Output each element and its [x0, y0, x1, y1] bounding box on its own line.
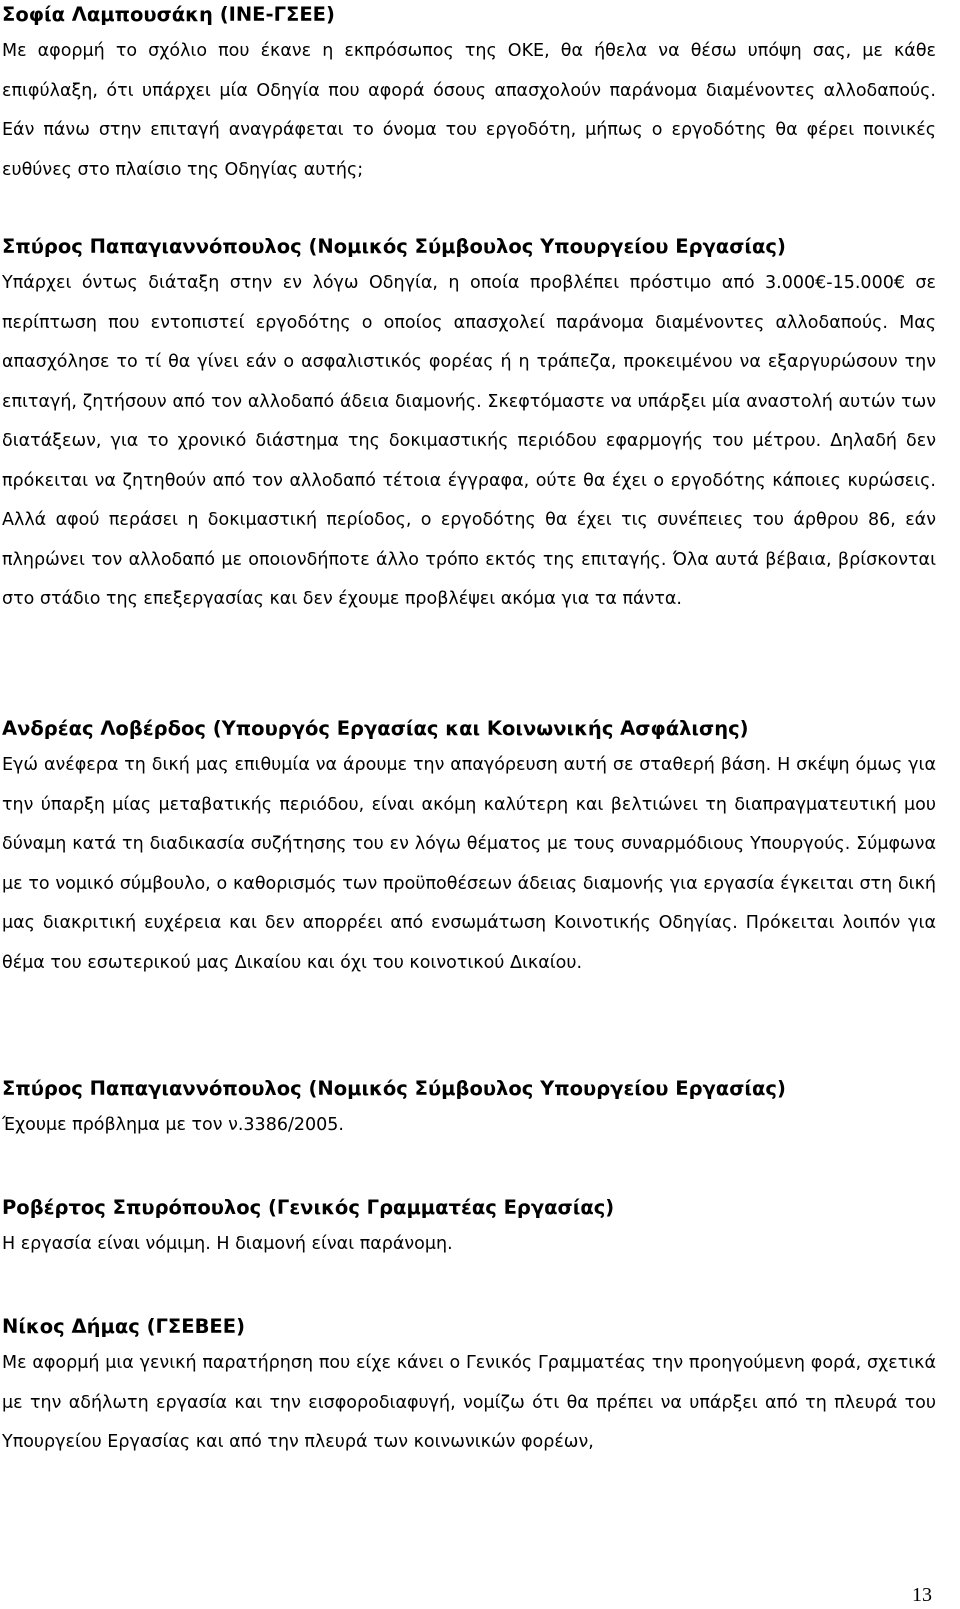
- statement-dimas: [2, 1312, 936, 1463]
- speaker-name: Σπύρος Παπαγιαννόπουλος (Νομικός Σύμβουλος Υπουργείου Εργασίας): [2, 1077, 786, 1100]
- statement-loverdos: [2, 714, 936, 983]
- statement-text: Εγώ ανέφερα τη δική μας επιθυμία να άρουμε την απαγόρευση αυτή σε σταθερή βάση. Η σκέψη όμως για την ύπαρξη μίας μεταβατικής περιόδου, είναι ακόμη καλύτερη και βελτιώνει τη διαπραγματευτική μου δύναμη κατά τη διαδικασία συζήτησης του εν λόγω θέματος με τους συναρμόδιους Υπουργούς. Σύμφωνα με το νομικό σύμβουλο, ο καθορισμός των προϋποθέσεων άδειας διαμονής για εργασία έγκειται στη δική μας διακριτική ευχέρεια και δεν απορρέει από ενσωμάτωση Κοινοτικής Οδηγίας. Πρόκειται λοιπόν για θέμα του εσωτερικού μας Δικαίου και όχι του κοινοτικού Δικαίου.: [2, 755, 936, 973]
- page-number: 13: [912, 1584, 932, 1606]
- speaker-name: Σπύρος Παπαγιαννόπουλος (Νομικός Σύμβουλος Υπουργείου Εργασίας): [2, 235, 786, 258]
- statement-papagiannopoulos-2: [2, 1074, 936, 1146]
- statement-text: Με αφορμή μια γενική παρατήρηση που είχε κάνει ο Γενικός Γραμματέας την προηγούμενη φορά, σχετικά με την αδήλωτη εργασία και την εισφοροδιαφυγή, νομίζω ότι θα πρέπει να υπάρξει από τη πλευρά του Υπουργείου Εργασίας και από την πλευρά των κοινωνικών φορέων,: [2, 1353, 936, 1452]
- speaker-name: Ροβέρτος Σπυρόπουλος (Γενικός Γραμματέας Εργασίας): [2, 1196, 615, 1219]
- statement-text: Υπάρχει όντως διάταξη στην εν λόγω Οδηγία, η οποία προβλέπει πρόστιμο από 3.000€-15.000€ σε περίπτωση που εντοπιστεί εργοδότης ο οποίος απασχολεί παράνομα διαμένοντες αλλοδαπούς. Μας απασχόλησε το τί θα γίνει εάν ο ασφαλιστικός φορέας ή η τράπεζα, προκειμένου να εξαργυρώσουν την επιταγή, ζητήσουν από τον αλλοδαπό άδεια διαμονής. Σκεφτόμαστε να υπάρξει μία αναστολή αυτών των διατάξεων, για το χρονικό διάστημα της δοκιμαστικής περιόδου εφαρμογής του μέτρου. Δηλαδή δεν πρόκειται να ζητηθούν από τον αλλοδαπό τέτοια έγγραφα, ούτε θα έχει ο εργοδότης κάποιες κυρώσεις. Αλλά αφού περάσει η δοκιμαστική περίοδος, ο εργοδότης θα έχει τις συνέπειες του άρθρου 86, εάν πληρώνει τον αλλοδαπό με οποιονδήποτε άλλο τρόπο εκτός της επιταγής. Όλα αυτά βέβαια, βρίσκονται στο στάδιο της επεξεργασίας και δεν έχουμε προβλέψει ακόμα για τα πάντα.: [2, 273, 936, 609]
- statement-text: Έχουμε πρόβλημα με τον ν.3386/2005.: [2, 1115, 344, 1135]
- speaker-name: Σοφία Λαμπουσάκη (ΙΝΕ-ΓΣΕΕ): [2, 3, 335, 26]
- statement-papagiannopoulos-1: [2, 232, 936, 620]
- speaker-name: Νίκος Δήμας (ΓΣΕΒΕΕ): [2, 1315, 245, 1338]
- statement-lampousaki: [2, 0, 936, 190]
- statement-spyropoulos: [2, 1193, 936, 1265]
- statement-text: Με αφορμή το σχόλιο που έκανε η εκπρόσωπος της ΟΚΕ, θα ήθελα να θέσω υπόψη σας, με κάθε επιφύλαξη, ότι υπάρχει μία Οδηγία που αφορά όσους απασχολούν παράνομα διαμένοντες αλλοδαπούς. Εάν πάνω στην επιταγή αναγράφεται το όνομα του εργοδότη, μήπως ο εργοδότης θα φέρει ποινικές ευθύνες στο πλαίσιο της Οδηγίας αυτής;: [2, 41, 936, 180]
- speaker-name: Ανδρέας Λοβέρδος (Υπουργός Εργασίας και Κοινωνικής Ασφάλισης): [2, 717, 749, 740]
- statement-text: Η εργασία είναι νόμιμη. Η διαμονή είναι παράνομη.: [2, 1234, 453, 1254]
